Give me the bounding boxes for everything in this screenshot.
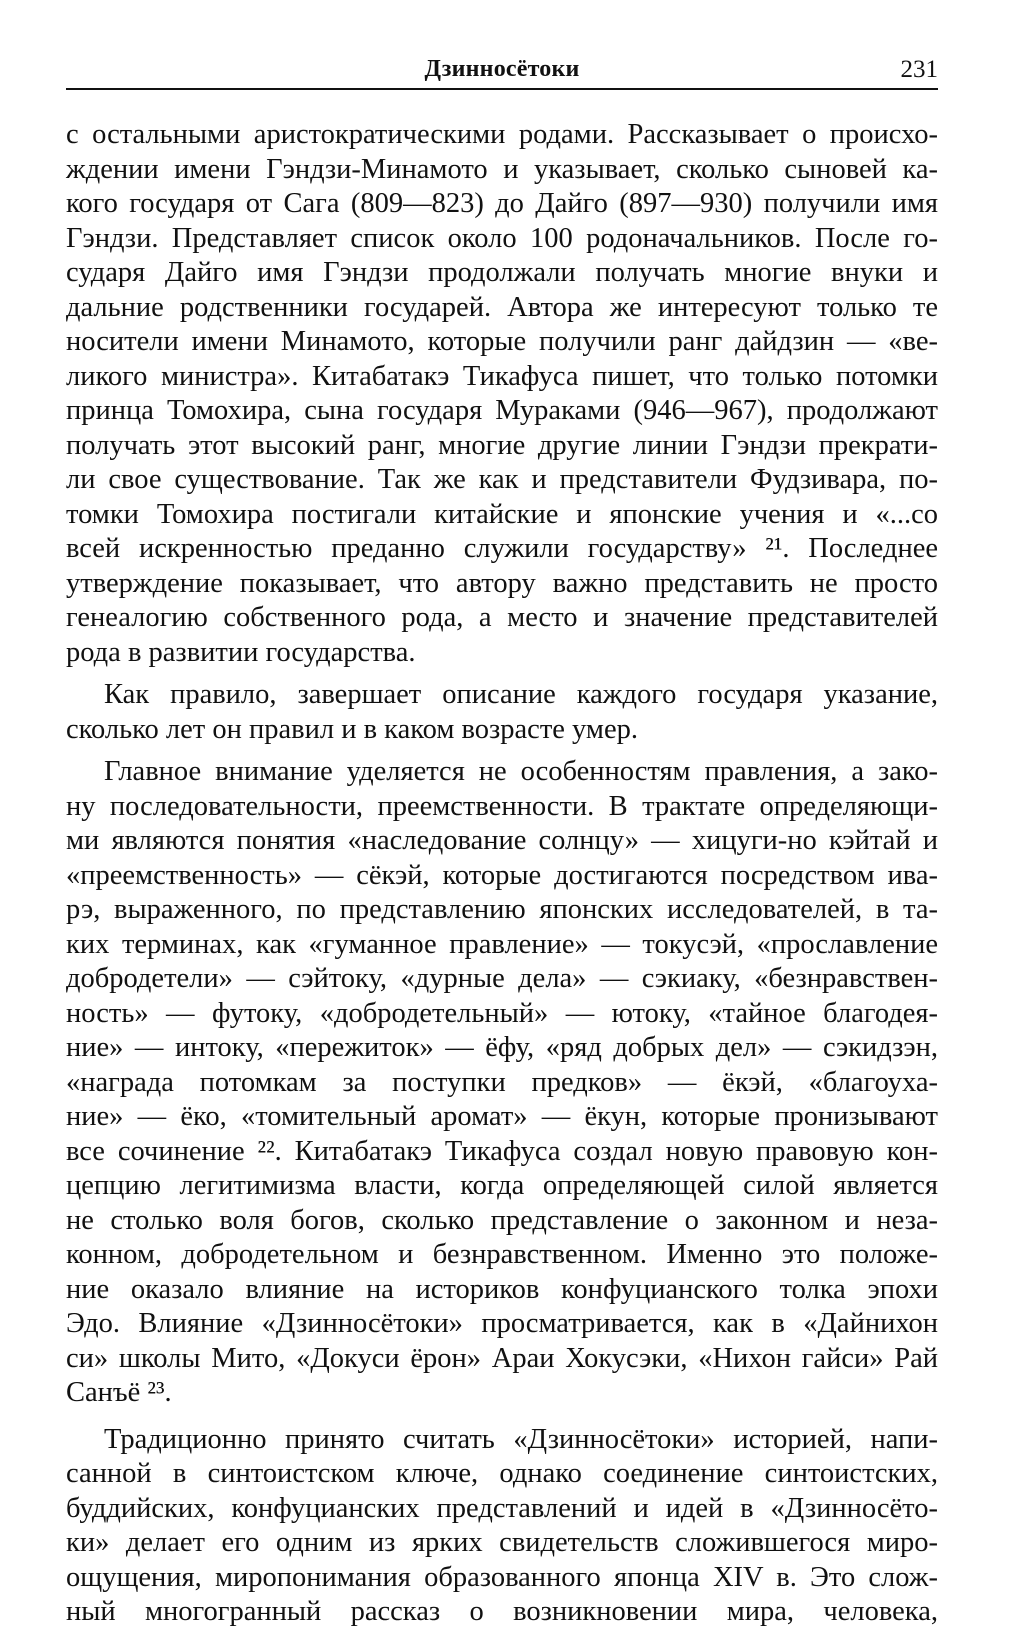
text-line: дальние родственники государей. Автора же интересуют только те <box>66 291 938 323</box>
text-line: «преемственность» — сёкэй, которые достигаются посредством ива- <box>66 859 938 891</box>
text-line: ли свое существование. Так же как и представители Фудзивара, по- <box>66 464 938 495</box>
text-line: принца Томохира, сына государя Мураками (946—967), продолжают <box>66 395 938 426</box>
text-line: ние» — ёко, «томительный аромат» — ёкун, которые пронизывают <box>66 1101 938 1132</box>
running-header <box>66 54 938 90</box>
text-line: всей искренностью преданно служили государству» ²¹. Последнее <box>66 533 938 564</box>
paragraph-gap <box>66 1411 938 1423</box>
text-line: ждении имени Гэндзи-Минамото и указывает, сколько сыновей ка- <box>66 153 938 185</box>
book-page <box>66 0 938 1627</box>
text-line: Традиционно принято считать «Дзинносётоки» историей, напи- <box>104 1423 938 1455</box>
text-line: носители имени Минамото, которые получили ранг дайдзин — «ве- <box>66 326 938 357</box>
text-line: сударя Дайго имя Гэндзи продолжали получать многие внуки и <box>66 257 938 288</box>
text-line: ки» делает его одним из ярких свидетельств сложившегося миро- <box>66 1527 938 1558</box>
text-line: получать этот высокий ранг, многие другие линии Гэндзи прекрати- <box>66 429 938 461</box>
paragraph-gap <box>66 670 938 678</box>
text-line: «награда потомкам за поступки предков» — ёкэй, «благоуха- <box>66 1066 938 1098</box>
paragraph <box>66 678 938 747</box>
paragraph <box>66 118 938 670</box>
text-line: генеалогию собственного рода, а место и значение представителей <box>66 602 938 633</box>
text-line: с остальными аристократическими родами. Рассказывает о происхо- <box>66 119 938 150</box>
text-line: рэ, выраженного, по представлению японских исследователей, в та- <box>66 894 938 925</box>
text-line: ну последовательности, преемственности. В трактате определяющи- <box>66 790 938 822</box>
text-line: томки Томохира постигали китайские и японские учения и «...со <box>66 498 938 530</box>
text-line: ный многогранный рассказ о возникновении мира, человека, <box>66 1596 938 1627</box>
text-line: буддийских, конфуцианских представлений и идей в «Дзинносёто- <box>66 1492 938 1524</box>
text-line: си» школы Мито, «Докуси ёрон» Араи Хокусэки, «Нихон гайси» Рай <box>66 1342 938 1374</box>
text-line: ми являются понятия «наследование солнцу» — хицуги-но кэйтай и <box>66 825 938 856</box>
text-line: Главное внимание уделяется не особенностям правления, а зако- <box>104 756 938 787</box>
text-line: сколько лет он правил и в каком возрасте умер. <box>66 713 638 745</box>
text-line: ние оказало влияние на историков конфуцианского толка эпохи <box>66 1273 938 1305</box>
text-line: утверждение показывает, что автору важно представить не просто <box>66 567 938 599</box>
text-line: ощущения, миропонимания образованного японца XIV в. Это слож- <box>66 1561 938 1593</box>
text-line: Как правило, завершает описание каждого государя указание, <box>104 679 938 710</box>
text-line: Санъё ²³. <box>66 1377 172 1408</box>
text-line: санной в синтоистском ключе, однако соединение синтоистских, <box>66 1458 938 1489</box>
text-line: Гэндзи. Представляет список около 100 родоначальников. После го- <box>66 222 938 254</box>
text-line: добродетели» — сэйтоку, «дурные дела» — сэкиаку, «безнравствен- <box>66 963 938 994</box>
page-number: 231 <box>900 56 938 83</box>
text-line: ние» — интоку, «пережиток» — ёфу, «ряд добрых дел» — сэкидзэн, <box>66 1032 938 1063</box>
text-line: цепцию легитимизма власти, когда определяющей силой является <box>66 1170 938 1201</box>
text-line: ность» — футоку, «добродетельный» — ютоку, «тайное благодея- <box>66 997 938 1029</box>
text-line: ких терминах, как «гуманное правление» — токусэй, «прославление <box>66 928 938 960</box>
paragraph-gap <box>66 747 938 755</box>
text-line: ликого министра». Китабатакэ Тикафуса пишет, что только потомки <box>66 360 938 392</box>
paragraph <box>66 1423 938 1630</box>
running-title: Дзинносётоки <box>424 56 580 82</box>
text-line: кого государя от Сага (809—823) до Дайго (897—930) получили имя <box>66 188 938 219</box>
text-line: рода в развитии государства. <box>66 636 416 668</box>
paragraph <box>66 755 938 1411</box>
text-line: Эдо. Влияние «Дзинносётоки» просматривается, как в «Дайнихон <box>66 1308 938 1339</box>
text-line: не столько воля богов, сколько представление о законном и неза- <box>66 1204 938 1236</box>
text-line: все сочинение ²². Китабатакэ Тикафуса создал новую правовую кон- <box>66 1135 938 1167</box>
text-line: конном, добродетельном и безнравственном. Именно это положе- <box>66 1239 938 1270</box>
body-text <box>66 118 938 1630</box>
